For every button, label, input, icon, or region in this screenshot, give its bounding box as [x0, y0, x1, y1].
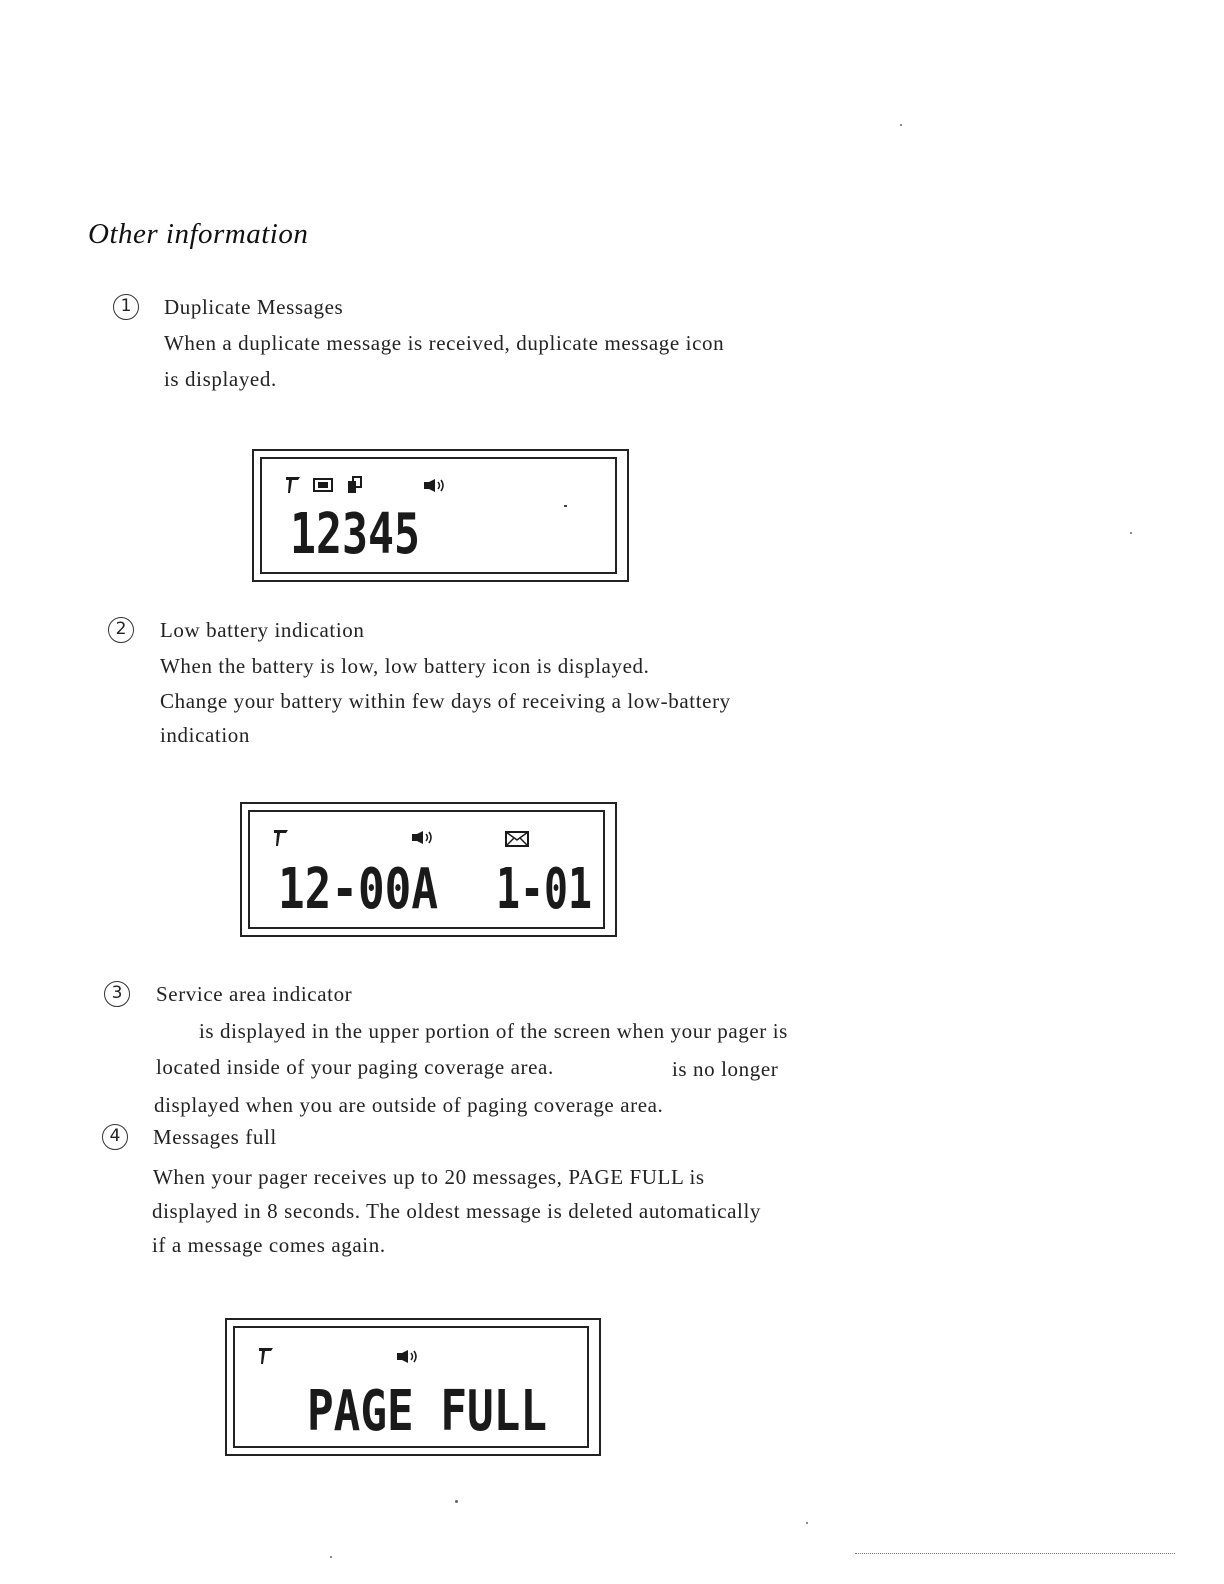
display-text-left: 12-00A	[278, 857, 438, 922]
section-heading-messages-full: Messages full	[153, 1125, 277, 1149]
signal-icon	[286, 477, 300, 493]
section-heading-low-battery: Low battery indication	[160, 618, 365, 642]
battery-icon	[348, 477, 361, 493]
scan-speck	[330, 1556, 332, 1558]
section-number-1: 1	[113, 294, 139, 320]
envelope-icon	[506, 832, 528, 846]
section-heading-service-area: Service area indicator	[156, 982, 353, 1006]
speaker-icon	[412, 831, 431, 844]
section-body-line: if a message comes again.	[152, 1233, 386, 1257]
display-text: 12345	[290, 502, 420, 567]
scan-dotted-line	[855, 1553, 1175, 1556]
section-number-4: 4	[102, 1124, 128, 1150]
section-body-line: displayed in 8 seconds. The oldest message is deleted automatically	[152, 1199, 762, 1223]
pager-display-low-battery	[240, 802, 617, 937]
section-body-line: indication	[160, 723, 250, 747]
scan-speck	[1130, 532, 1132, 534]
signal-icon	[259, 1348, 273, 1364]
section-body-line: Change your battery within few days of receiving a low-battery	[160, 689, 731, 713]
speaker-icon	[397, 1350, 416, 1363]
pager-display-duplicate	[252, 449, 629, 582]
pager-display-page-full	[225, 1318, 601, 1456]
display-text: PAGE FULL	[307, 1379, 547, 1444]
speaker-icon	[424, 479, 443, 492]
duplicate-message-icon	[314, 479, 332, 491]
scan-speck	[900, 124, 902, 126]
section-number-2: 2	[108, 617, 134, 643]
section-body-line: is no longer	[672, 1057, 779, 1081]
section-body-line: located inside of your paging coverage area.	[156, 1055, 554, 1079]
section-body-line: displayed when you are outside of paging coverage area.	[154, 1093, 664, 1117]
section-body-line: is displayed in the upper portion of the screen when your pager is	[199, 1019, 788, 1043]
scan-speck	[455, 1500, 458, 1503]
display-text-right: 1-01	[496, 857, 592, 922]
section-heading-duplicate-messages: Duplicate Messages	[164, 295, 344, 319]
scan-speck	[806, 1522, 808, 1524]
section-body-line: When the battery is low, low battery icon is displayed.	[160, 654, 650, 678]
section-body-line: When a duplicate message is received, duplicate message icon	[164, 331, 725, 355]
signal-icon	[274, 830, 288, 846]
section-number-3: 3	[104, 981, 130, 1007]
section-body-line: When your pager receives up to 20 messages, PAGE FULL is	[153, 1165, 705, 1189]
page-title: Other information	[88, 218, 309, 250]
section-body-line: is displayed.	[164, 367, 277, 391]
